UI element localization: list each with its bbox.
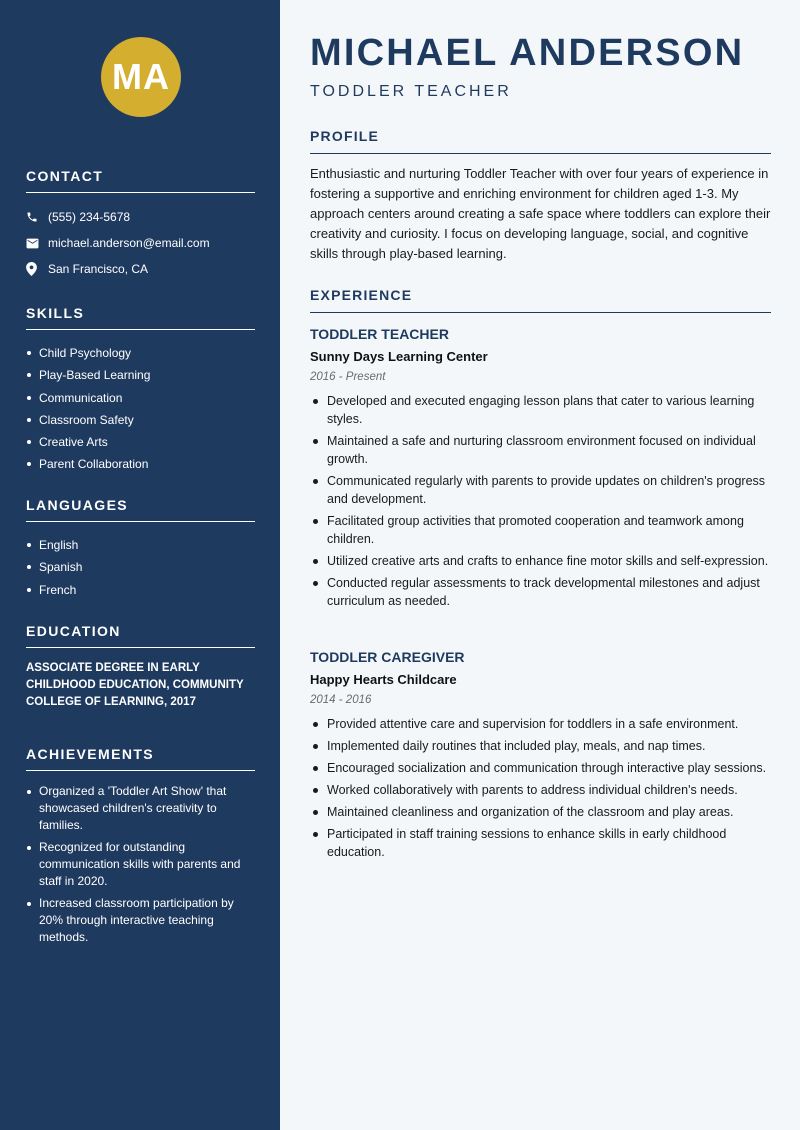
initials-avatar: MA — [101, 37, 181, 117]
profile-text: Enthusiastic and nurturing Toddler Teacher with over four years of experience in fostering a supportive and enriching environment for children aged 1-3. My approach centers around creating a safe space where toddlers can explore their creativity and curiosity. I focus on developing language, social, and cognitive skills through play-based learning. — [310, 166, 771, 261]
phone-icon — [26, 211, 48, 223]
job-bullet: Participated in staff training sessions to enhance skills in early childhood education. — [310, 825, 771, 861]
job-title: TODDLER CAREGIVER — [310, 649, 465, 665]
achievements-heading: ACHIEVEMENTS — [26, 746, 255, 771]
job-bullet: Encouraged socialization and communication through interactive play sessions. — [310, 759, 771, 777]
job-title: TODDLER TEACHER — [310, 326, 449, 342]
job-bullet: Conducted regular assessments to track developmental milestones and adjust curriculum as needed. — [310, 574, 771, 610]
language-item: English — [26, 534, 255, 556]
sidebar — [0, 0, 280, 1130]
skill-item: Creative Arts — [26, 431, 255, 453]
contact-email — [26, 230, 255, 256]
experience-heading: EXPERIENCE — [310, 287, 771, 313]
achievement-item: Organized a 'Toddler Art Show' that showcased children's creativity to families. — [26, 783, 255, 834]
location-pin-icon — [26, 262, 48, 276]
candidate-title: TODDLER TEACHER — [310, 83, 512, 100]
education-heading: EDUCATION — [26, 623, 255, 648]
skill-item: Play-Based Learning — [26, 364, 255, 386]
candidate-name: MICHAEL ANDERSON — [310, 32, 745, 74]
email-text: michael.anderson@email.com — [48, 236, 210, 250]
profile-heading: PROFILE — [310, 128, 771, 154]
job-bullet: Worked collaboratively with parents to address individual children's needs. — [310, 781, 771, 799]
skill-item: Parent Collaboration — [26, 453, 255, 475]
job-bullet: Maintained cleanliness and organization of the classroom and play areas. — [310, 803, 771, 821]
achievement-item: Increased classroom participation by 20% through interactive teaching methods. — [26, 895, 255, 946]
achievements-section — [26, 746, 255, 951]
skills-heading: SKILLS — [26, 305, 255, 330]
skill-item: Communication — [26, 387, 255, 409]
education-text: ASSOCIATE DEGREE IN EARLY CHILDHOOD EDUCATION, COMMUNITY COLLEGE OF LEARNING, 2017 — [26, 662, 244, 708]
job-bullet: Communicated regularly with parents to provide updates on children's progress and development. — [310, 472, 771, 508]
job-dates: 2016 - Present — [310, 371, 386, 383]
skill-item: Child Psychology — [26, 342, 255, 364]
job-bullets — [310, 715, 771, 861]
job-entry — [310, 326, 771, 614]
skills-list — [26, 342, 255, 476]
contact-heading: CONTACT — [26, 168, 255, 193]
location-text: San Francisco, CA — [48, 262, 149, 276]
languages-list — [26, 534, 255, 601]
skill-item: Classroom Safety — [26, 409, 255, 431]
skills-section — [26, 305, 255, 476]
language-item: Spanish — [26, 556, 255, 578]
job-bullets — [310, 392, 771, 610]
job-bullet: Provided attentive care and supervision for toddlers in a safe environment. — [310, 715, 771, 733]
job-entry — [310, 649, 771, 865]
job-bullet: Developed and executed engaging lesson plans that cater to various learning styles. — [310, 392, 771, 428]
job-bullet: Implemented daily routines that included play, meals, and nap times. — [310, 737, 771, 755]
job-bullet: Facilitated group activities that promoted cooperation and teamwork among children. — [310, 512, 771, 548]
education-section — [26, 623, 255, 711]
achievement-item: Recognized for outstanding communication skills with parents and staff in 2020. — [26, 839, 255, 890]
job-bullet: Utilized creative arts and crafts to enhance fine motor skills and self-expression. — [310, 552, 771, 570]
job-dates: 2014 - 2016 — [310, 694, 372, 706]
phone-text: (555) 234-5678 — [48, 210, 131, 224]
job-company: Happy Hearts Childcare — [310, 672, 457, 687]
languages-section — [26, 497, 255, 601]
language-item: French — [26, 579, 255, 601]
achievements-list — [26, 783, 255, 946]
job-bullet: Maintained a safe and nurturing classroom environment focused on individual growth. — [310, 432, 771, 468]
languages-heading: LANGUAGES — [26, 497, 255, 522]
contact-location — [26, 256, 255, 282]
job-company: Sunny Days Learning Center — [310, 349, 488, 364]
contact-phone — [26, 204, 255, 230]
email-icon — [26, 238, 48, 249]
contact-section — [26, 168, 255, 282]
